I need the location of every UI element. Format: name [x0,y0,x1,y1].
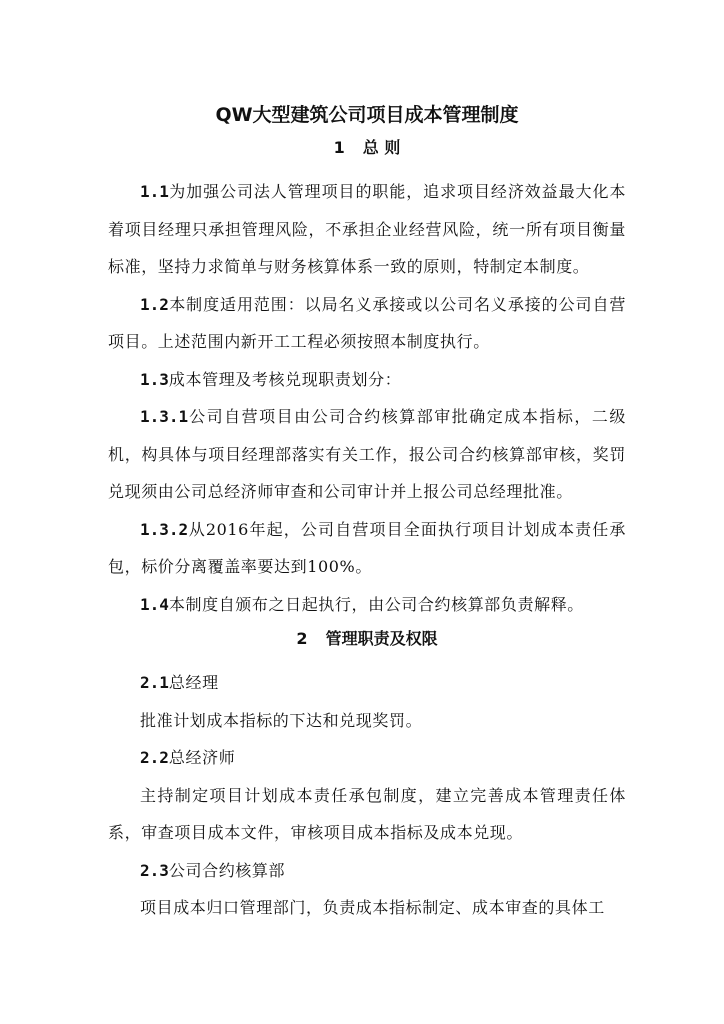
clause-number: 1.4 [140,594,169,614]
clause-text: 总经理 [168,673,219,692]
clause-text: 成本管理及考核兑现职责划分： [168,369,402,389]
document-title: QW大型建筑公司项目成本管理制度 [215,104,519,126]
paragraph-2-2 [108,739,626,777]
paragraph-1-4 [108,586,626,624]
paragraph-1-3 [108,361,626,399]
clause-text: 总经济师 [168,748,236,767]
paragraph-1-1 [108,173,626,286]
clause-text: 公司合约核算部 [168,860,286,880]
section-number: 1 [333,138,345,157]
clause-text: 项目成本归口管理部门，负责成本指标制定、成本审查的具体工 [140,898,605,917]
clause-number: 1.3.2 [140,519,189,539]
clause-text: 从2016年起，公司自营项目全面执行项目计划成本责任承包，标价分离覆盖率要达到100%。 [108,519,626,576]
paragraph-1-2 [108,286,626,361]
clause-text: 本制度适用范围：以局名义承接或以公司名义承接的公司自营项目。上述范围内新开工工程必须按照本制度执行。 [108,294,626,351]
paragraph-2-2-body [108,777,626,852]
section-title: 管理职责及权限 [325,629,438,648]
clause-number: 1.3.1 [140,407,189,426]
section-heading-1 [108,136,626,160]
clause-text: 公司自营项目由公司合约核算部审批确定成本指标，二级机，构具体与项目经理部落实有关工作，报公司合约核算部审核，奖罚兑现须由公司总经济师审查和公司审计并上报公司总经理批准。 [108,407,626,501]
clause-text: 批准计划成本指标的下达和兑现奖罚。 [140,710,423,730]
paragraph-1-3-1 [108,398,626,511]
clause-text: 为加强公司法人管理项目的职能，追求项目经济效益最大化本着项目经理只承担管理风险，不承担企业经营风险，统一所有项目衡量标准，坚持力求简单与财务核算体系一致的原则，特制定本制度。 [108,182,626,276]
clause-text: 本制度自颁布之日起执行，由公司合约核算部负责解释。 [168,594,584,614]
section-title: 总 则 [362,138,401,157]
paragraph-2-1-body [108,702,626,740]
clause-number: 2.1 [140,673,169,692]
clause-text: 主持制定项目计划成本责任承包制度，建立完善成本管理责任体系，审查项目成本文件，审核项目成本指标及成本兑现。 [108,785,626,842]
paragraph-2-1 [108,664,626,702]
section-number: 2 [296,629,308,648]
clause-number: 2.3 [140,860,169,880]
clause-number: 1.3 [140,369,169,389]
paragraph-2-3 [108,852,626,890]
paragraph-1-3-2 [108,511,626,586]
clause-number: 2.2 [140,748,169,767]
clause-number: 1.2 [140,294,169,314]
section-heading-2 [108,627,626,651]
paragraph-2-3-body [108,889,626,927]
clause-number: 1.1 [140,182,169,201]
